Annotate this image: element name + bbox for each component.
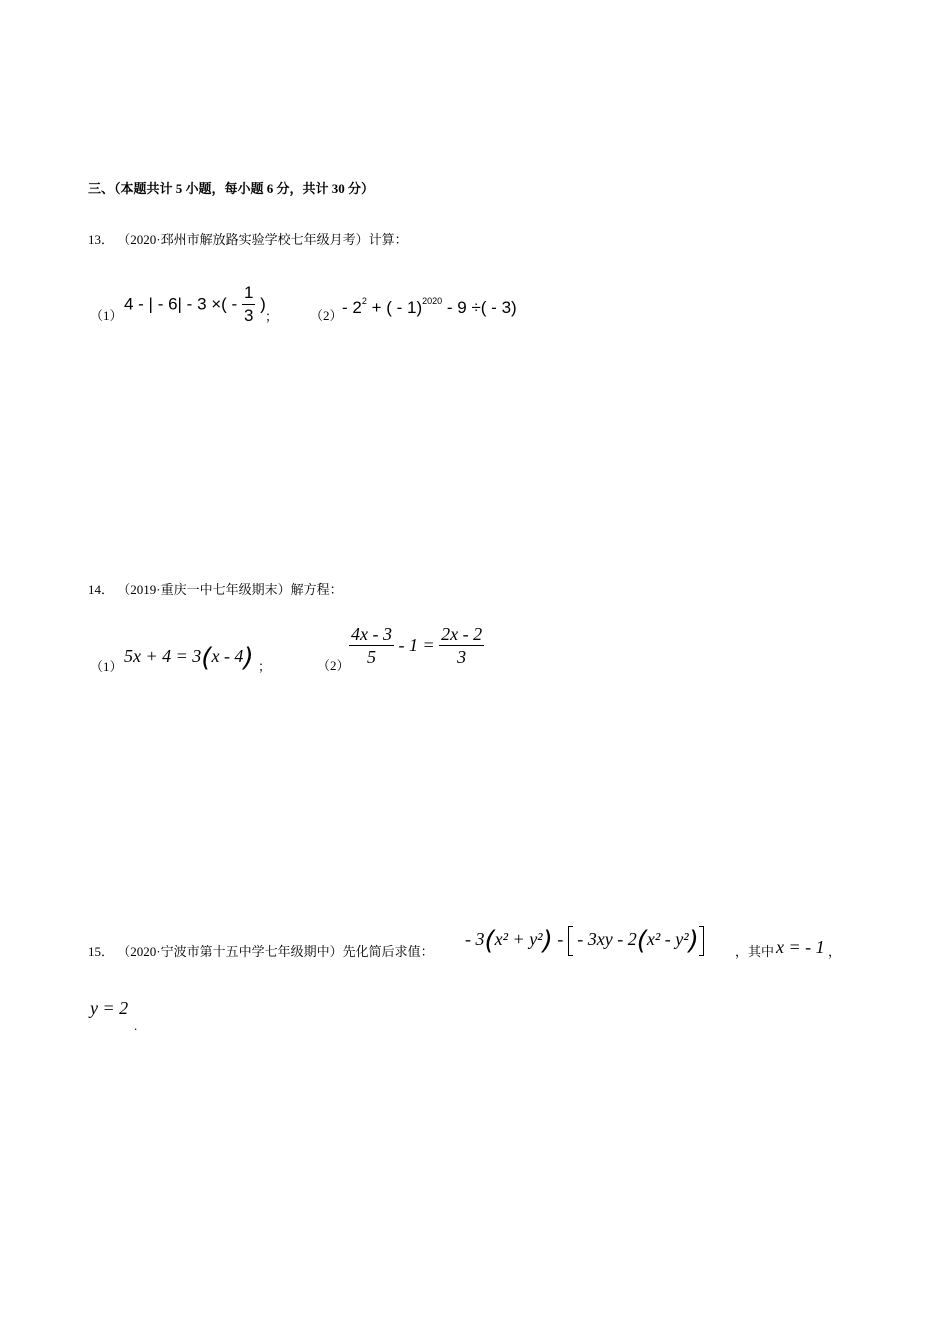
q15-expr-inner-b: x² - y²	[646, 929, 689, 950]
q15-header	[88, 941, 434, 960]
section-header: 三、（本题共计 5 小题，每小题 6 分，共计 30 分）	[88, 181, 375, 196]
q14-right-paren: )	[243, 643, 254, 673]
q15-inner-paren-open: (	[636, 926, 647, 956]
q14-header	[88, 579, 343, 598]
q13-part2-c: - 9 ÷( - 3)	[446, 298, 517, 317]
q15-expression	[465, 926, 704, 956]
q14-part2-mid: - 1 =	[398, 635, 435, 655]
q13-source: （2020·邳州市解放路实验学校七年级月考）计算：	[117, 232, 408, 247]
q14-number: 14．	[88, 582, 115, 597]
q15-inner-paren-close: )	[688, 926, 699, 956]
q13-separator: ；	[265, 309, 279, 324]
q15-end: .	[134, 1018, 138, 1033]
q14-part2-frac2-den: 3	[457, 647, 467, 667]
q13-part1-expression	[124, 282, 266, 327]
q14-part2-frac1-den: 5	[366, 647, 376, 667]
q14-part2-fraction1	[349, 623, 394, 668]
q15-number: 15．	[88, 944, 115, 959]
q15-y-value: y = 2	[90, 998, 129, 1018]
q14-part1-paren-content: x - 4	[211, 646, 244, 667]
q13-part2-expression	[342, 298, 517, 318]
q15-paren-open: (	[484, 926, 495, 956]
q13-part2-label: （2）	[310, 308, 343, 323]
q15-source: （2020·宁波市第十五中学七年级期中）先化简后求值：	[117, 944, 434, 959]
q15-bracket-close	[699, 926, 704, 956]
q14-part2-frac1-num: 4x - 3	[351, 624, 392, 644]
q13-header	[88, 229, 408, 248]
q15-where: ，其中	[735, 944, 775, 959]
q13-part2-exp1: 2	[361, 296, 367, 306]
q15-comma: ，	[828, 944, 842, 959]
q13-part1-fraction	[242, 282, 255, 327]
q14-part2-fraction2	[439, 623, 484, 668]
q15-expr-x2y2: x² + y²	[494, 929, 543, 950]
q13-part1-close: )	[260, 294, 266, 314]
q13-part2-exp2: 2020	[422, 296, 443, 306]
q14-part1-expression	[124, 643, 254, 673]
q15-paren-close: )	[542, 926, 553, 956]
q14-source: （2019·重庆一中七年级期末）解方程：	[117, 582, 343, 597]
q14-separator: ；	[258, 659, 272, 674]
q14-part1-expr-a: 5x + 4 = 3	[124, 646, 202, 667]
q13-part2-b: + ( - 1)	[371, 298, 423, 317]
q15-expr-inner-a: - 3xy - 2	[577, 929, 637, 950]
q14-part2-label: （2）	[317, 658, 350, 673]
q15-bracket-open	[568, 926, 573, 956]
q13-part1-frac-num: 1	[242, 282, 255, 305]
q14-part1-label: （1）	[90, 659, 123, 674]
q13-number: 13．	[88, 232, 115, 247]
q13-part1-expr-a: 4 - | - 6| - 3 ×( -	[124, 294, 238, 314]
q13-part1-frac-den: 3	[243, 306, 254, 325]
q14-part2-expression	[349, 623, 484, 668]
q13-part2-a: - 2	[342, 298, 362, 317]
q15-expr-a: - 3	[465, 929, 485, 950]
q13-part1-label: （1）	[90, 308, 123, 323]
q14-left-paren: (	[201, 643, 212, 673]
q15-x-value: x = - 1	[776, 937, 825, 957]
q14-part2-frac2-num: 2x - 2	[441, 624, 483, 644]
q15-expr-minus: -	[557, 929, 564, 950]
